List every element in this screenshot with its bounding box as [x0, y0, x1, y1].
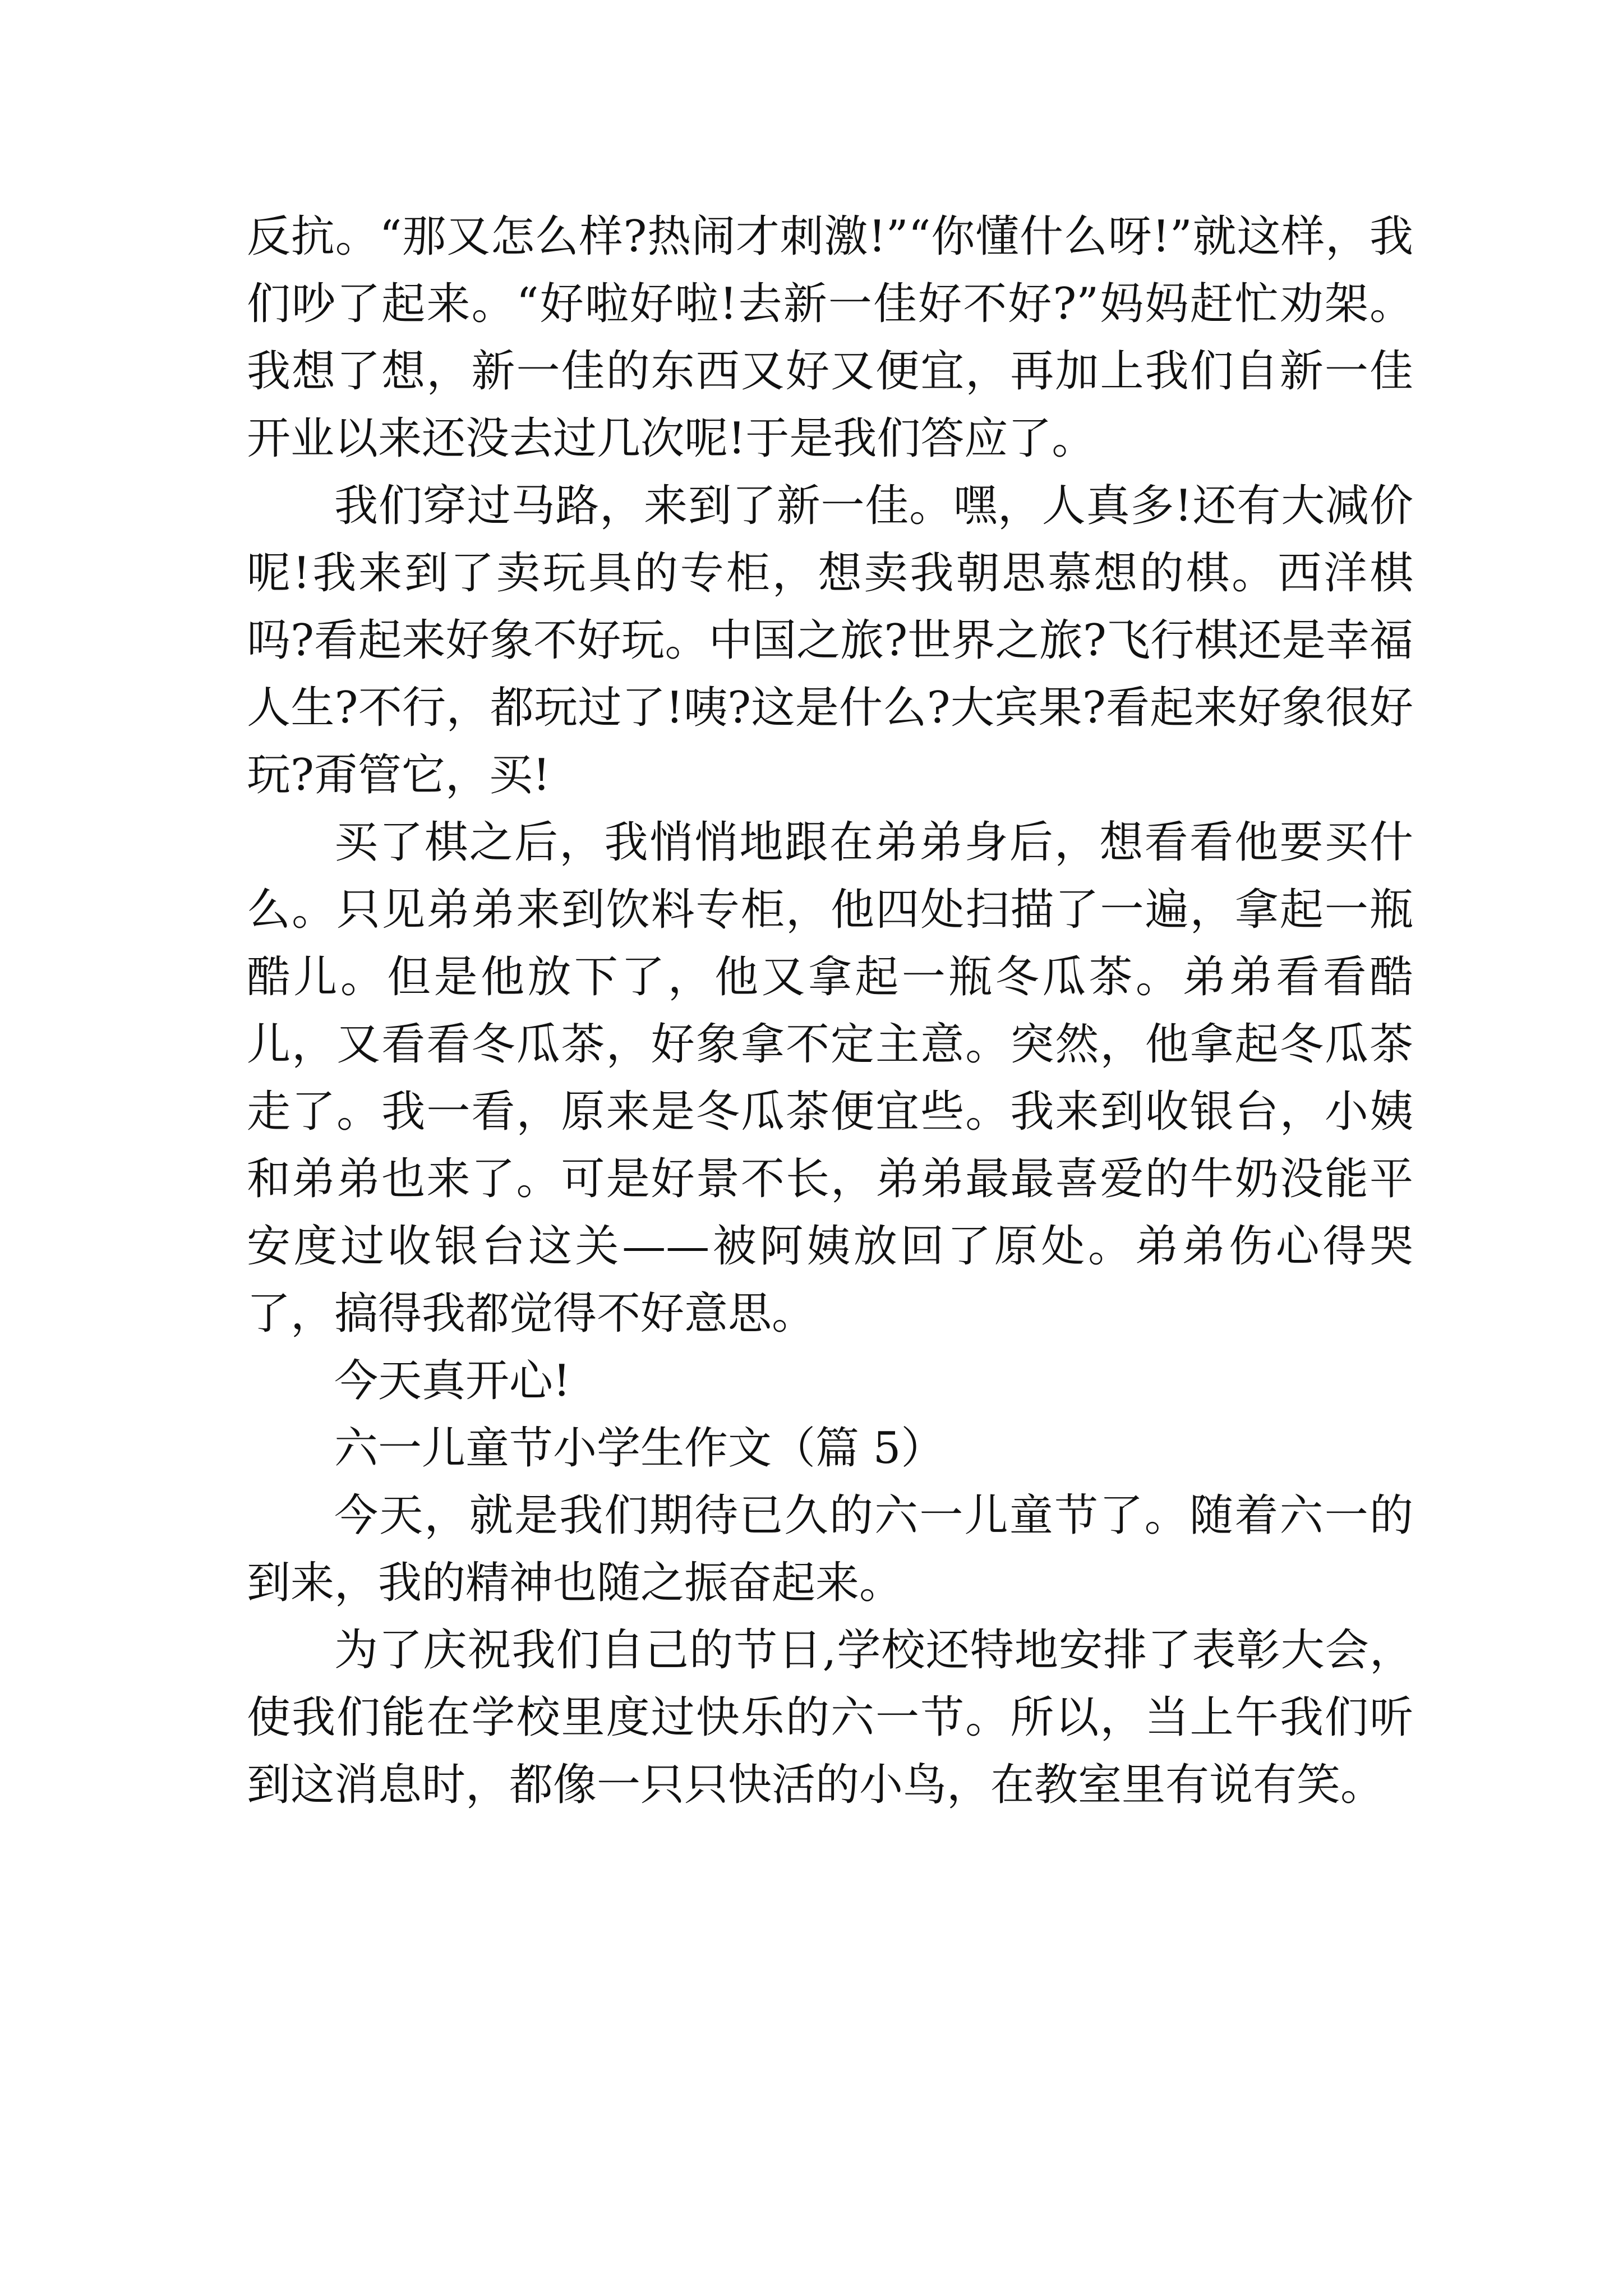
paragraph-celebration: 为了庆祝我们自己的节日,学校还特地安排了表彰大会，使我们能在学校里度过快乐的六一节。所以，当上午我们听到这消息时，都像一只只快活的小鸟，在教室里有说有笑。 — [247, 1625, 1413, 1810]
essay-heading: 六一儿童节小学生作文（篇 5） — [334, 1423, 945, 1474]
paragraph-brother: 买了棋之后，我悄悄地跟在弟弟身后，想看看他要买什么。只见弟弟来到饮料专柜，他四处扫描了一遍，拿起一瓶酷儿。但是他放下了，他又拿起一瓶冬瓜茶。弟弟看看酷儿，又看看冬瓜茶，好象拿不定主意。突然，他拿起冬瓜茶走了。我一看，原来是冬瓜茶便宜些。我来到收银台，小姨和弟弟也来了。可是好景不长，弟弟最最喜爱的牛奶没能平安度过收银台这关——被阿姨放回了原处。弟弟伤心得哭了，搞得我都觉得不好意思。 — [247, 817, 1413, 1339]
paragraph-continuation: 反抗。“那又怎么样?热闹才刺激!”“你懂什么呀!”就这样，我们吵了起来。“好啦好啦!去新一佳好不好?”妈妈赶忙劝架。我想了想，新一佳的东西又好又便宜，再加上我们自新一佳开业以来还没去过几次呢!于是我们答应了。 — [247, 211, 1413, 464]
paragraph-happy-day: 今天真开心! — [334, 1356, 571, 1406]
paragraph-childrens-day: 今天，就是我们期待已久的六一儿童节了。随着六一的到来，我的精神也随之振奋起来。 — [247, 1490, 1413, 1608]
document-body — [247, 203, 1413, 1819]
paragraph-shopping: 我们穿过马路，来到了新一佳。嘿，人真多!还有大减价呢!我来到了卖玩具的专柜，想卖我朝思慕想的棋。西洋棋吗?看起来好象不好玩。中国之旅?世界之旅?飞行棋还是幸福人生?不行，都玩过了!咦?这是什么?大宾果?看起来好象很好玩?甭管它，买! — [247, 481, 1413, 800]
